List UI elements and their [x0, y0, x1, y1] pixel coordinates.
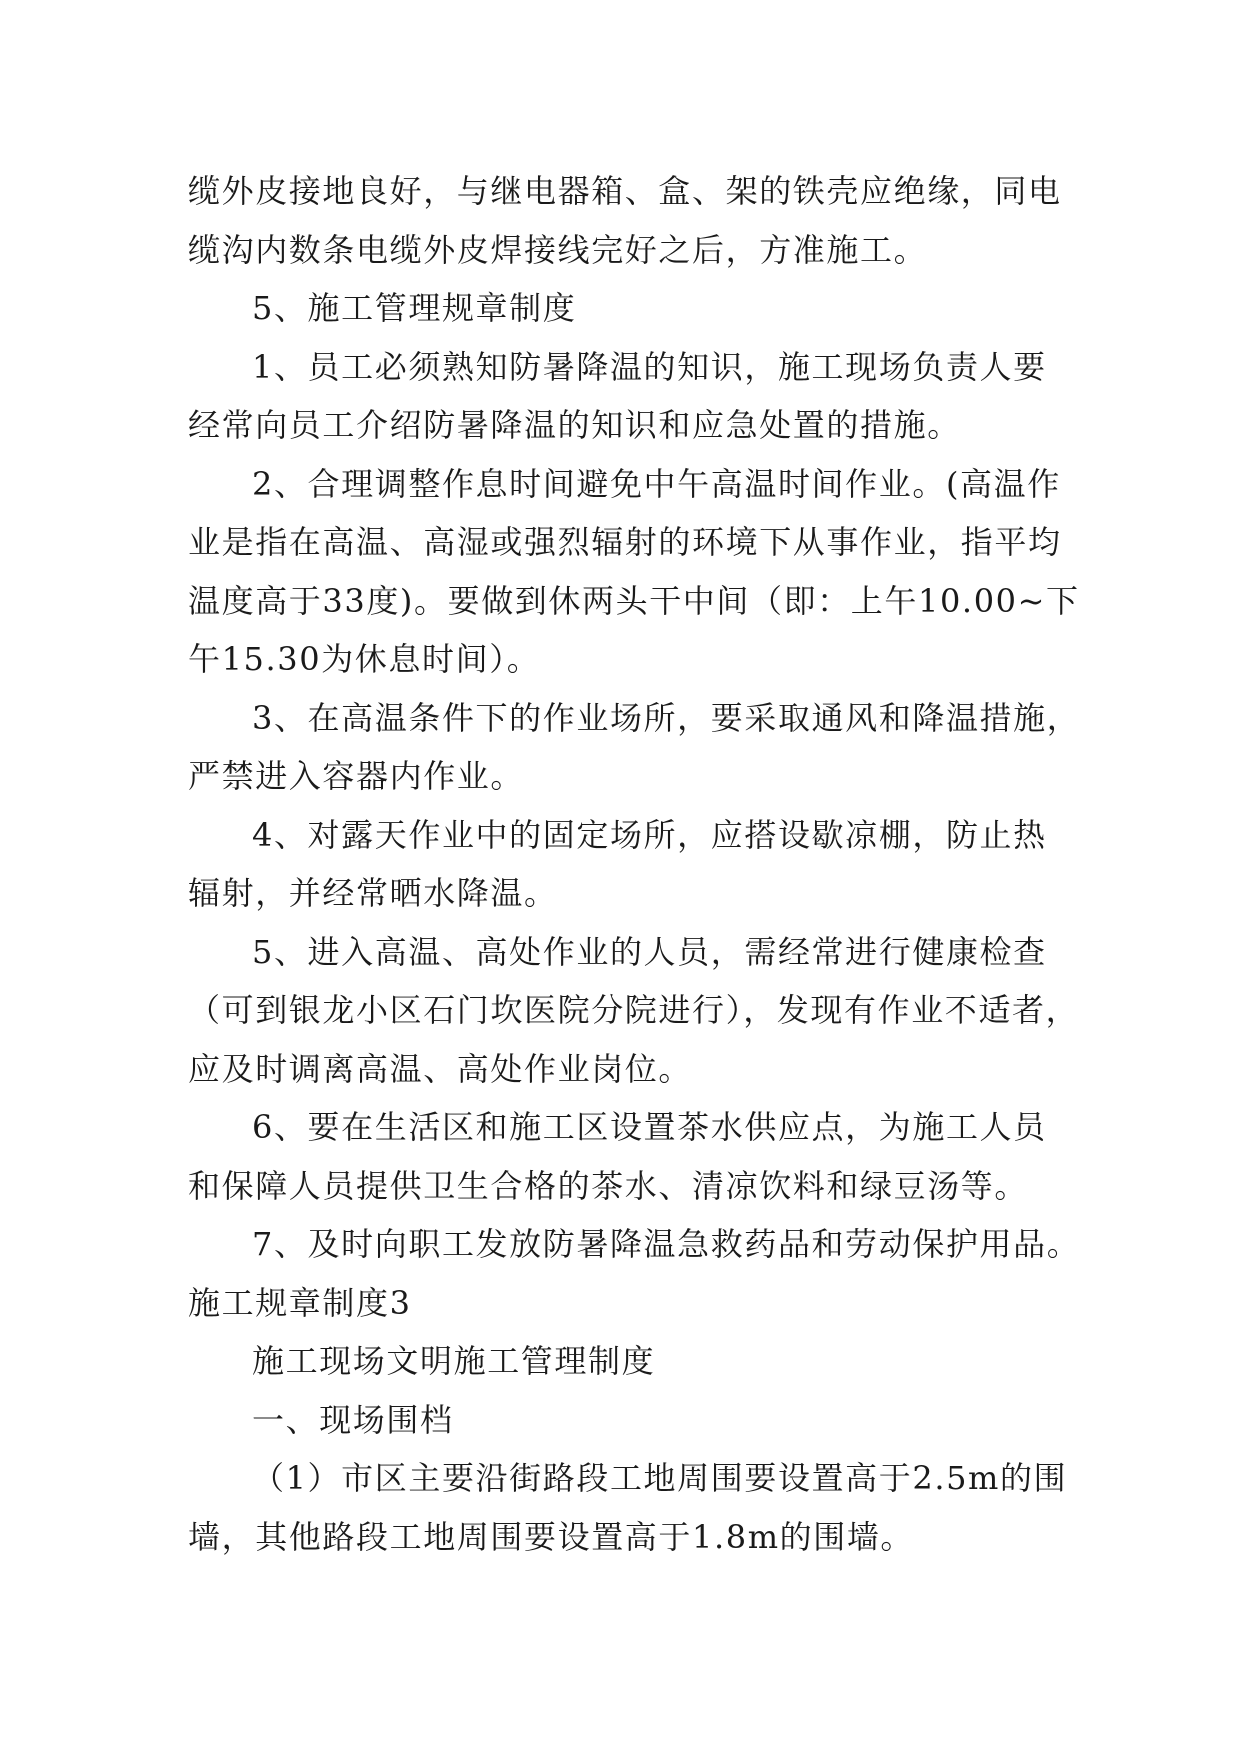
list-item-start: 6、要在生活区和施工区设置茶水供应点，为施工人员	[252, 1108, 1047, 1146]
text-line: 辐射，并经常晒水降温。	[188, 874, 558, 912]
text-line: 缆外皮接地良好，与继电器箱、盒、架的铁壳应绝缘，同电	[188, 172, 1062, 210]
list-item-start: 5、进入高温、高处作业的人员，需经常进行健康检查	[252, 932, 1047, 971]
list-item-start: 3、在高温条件下的作业场所，要采取通风和降温措施，	[252, 698, 1081, 737]
text-line: （可到银龙小区石门坎医院分院进行），发现有作业不适者，	[188, 991, 1080, 1029]
list-item-start: 7、及时向职工发放防暑降温急救药品和劳动保护用品。	[252, 1225, 1081, 1263]
text-line: 应及时调离高温、高处作业岗位。	[188, 1049, 693, 1088]
text-line: 经常向员工介绍防暑降温的知识和应急处置的措施。	[188, 406, 961, 444]
section-heading: 一、现场围档	[252, 1400, 454, 1439]
text-line: 温度高于33度)。要做到休两头干中间（即：上午10.00~下	[188, 581, 1080, 620]
text-line: 业是指在高温、高湿或强烈辐射的环境下从事作业，指平均	[188, 523, 1062, 561]
document-body	[188, 162, 1081, 1566]
section-heading: 5、施工管理规章制度	[252, 289, 577, 327]
text-line: 严禁进入容器内作业。	[188, 757, 525, 795]
list-item-start: 4、对露天作业中的固定场所，应搭设歇凉棚，防止热	[252, 815, 1047, 854]
document-subtitle: 施工现场文明施工管理制度	[252, 1342, 656, 1380]
list-item-start: （1）市区主要沿街路段工地周围要设置高于2.5m的围	[252, 1459, 1068, 1497]
document-title: 施工规章制度3	[188, 1283, 412, 1322]
list-item-start: 2、合理调整作息时间避免中午高温时间作业。(高温作	[252, 464, 1061, 503]
list-item-start: 1、员工必须熟知防暑降温的知识，施工现场负责人要	[252, 347, 1047, 386]
text-line: 缆沟内数条电缆外皮焊接线完好之后，方准施工。	[188, 230, 928, 269]
text-line: 和保障人员提供卫生合格的茶水、清凉饮料和绿豆汤等。	[188, 1166, 1029, 1205]
text-line: 午15.30为休息时间）。	[188, 640, 541, 678]
text-line: 墙，其他路段工地周围要设置高于1.8m的围墙。	[188, 1517, 915, 1556]
